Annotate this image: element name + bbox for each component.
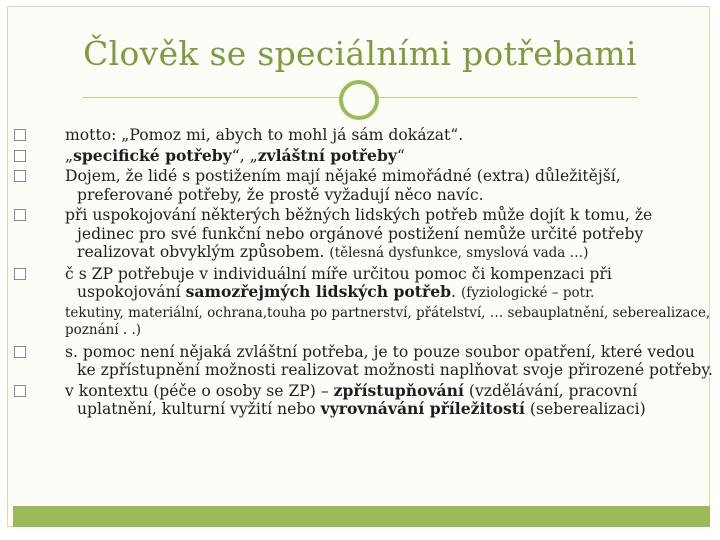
square-bullet-icon (14, 385, 26, 397)
text-fragment: „ (65, 146, 74, 165)
footer-bar (13, 506, 710, 527)
list-item (14, 147, 714, 166)
note-text: (tělesná dysfunkce, smyslová vada …) (329, 245, 589, 261)
item-text (65, 147, 714, 166)
list-item (14, 126, 714, 145)
item-continuation: tekutiny, materiální, ochrana,touha po partnerství, přátelství, … sebauplatnění, seberealizace, poznání . .) (65, 304, 711, 338)
item-text: Dojem, že lidé s postižením mají nějaké mimořádné (extra) důležitější, preferované potřeby, že prostě vyžadují něco navíc. (65, 167, 621, 204)
square-bullet-icon (14, 129, 26, 141)
text-fragment: “ (396, 146, 405, 165)
square-bullet-icon (14, 268, 26, 280)
item-text (65, 265, 714, 303)
item-text (65, 206, 714, 263)
square-bullet-icon (14, 346, 26, 358)
list-item (14, 382, 714, 419)
text-fragment: . (451, 283, 461, 301)
list-item (14, 265, 714, 303)
item-text: s. pomoc není nějaká zvláštní potřeba, je to pouze soubor opatření, které vedou ke zpřístupnění možnosti realizovat možnosti naplňovat svoje přirozené potřeby. (65, 342, 714, 379)
bold-term: samozřejmých lidských potřeb (185, 282, 452, 301)
bold-term: vyrovnávání příležitostí (320, 399, 525, 418)
square-bullet-icon (14, 170, 26, 182)
bullet-list (14, 126, 714, 421)
square-bullet-icon (14, 209, 26, 221)
list-item (14, 206, 714, 263)
bold-term: zvláštní potřeby (257, 145, 397, 165)
slide-title: Člověk se speciálními potřebami (83, 34, 637, 73)
text-fragment: č s ZP potřebuje v individuální míře určitou pomoc či kompenzaci při uspokojování (65, 264, 612, 301)
circle-ornament-icon (339, 80, 379, 120)
bold-term: specifické potřeby (73, 145, 232, 165)
list-item (14, 343, 714, 380)
text-fragment: při uspokojování některých běžných lidských potřeb může dojít k tomu, že jedinec pro své funkční nebo orgánové postižení nemůže určité potřeby realizovat obvyklým způsobem. (65, 206, 653, 261)
text-fragment: “, „ (231, 146, 258, 165)
text-fragment: (vzdělávání, pracovní uplatnění, kulturní vyžití nebo (77, 381, 638, 418)
square-bullet-icon (14, 150, 26, 162)
item-text: motto: „Pomoz mi, abych to mohl já sám dokázat“. (65, 126, 464, 144)
text-fragment: v kontextu (péče o osoby se ZP) – (65, 381, 334, 400)
text-fragment: (seberealizaci) (524, 400, 646, 418)
list-item (14, 167, 714, 204)
note-text: (fyziologické – potr. (460, 285, 595, 301)
bold-term: zpřístupňování (333, 380, 464, 400)
item-text (65, 382, 714, 419)
